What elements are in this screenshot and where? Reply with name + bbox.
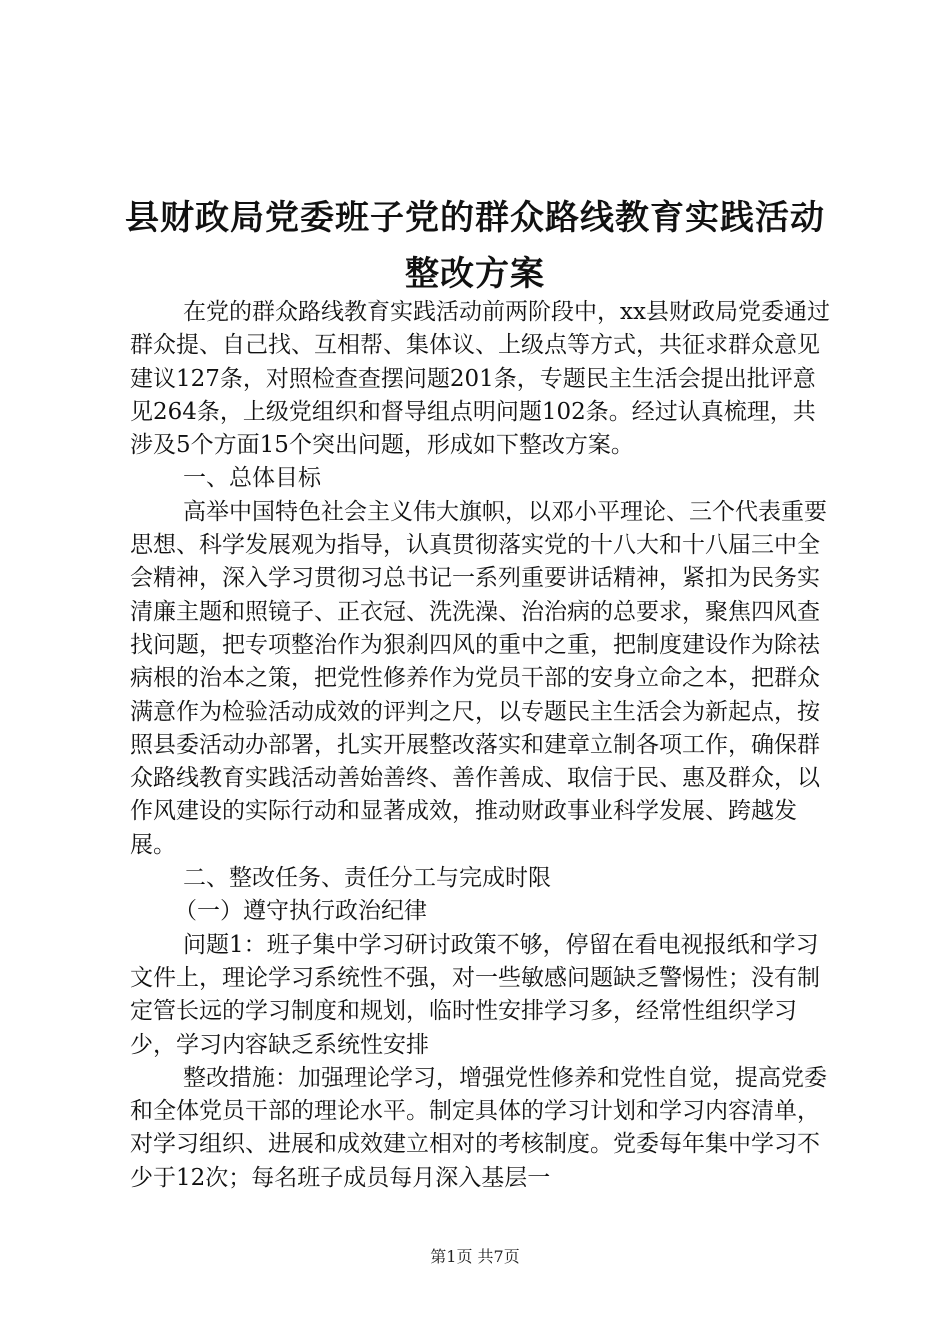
rectification-measures-paragraph: 整改措施：加强理论学习，增强党性修养和党性自觉，提高党委和全体党员干部的理论水平。制定具体的学习计划和学习内容清单，对学习组织、进展和成效建立相对的考核制度。党委每年集中学习不少于12次；每名班子成员每月深入基层一 xyxy=(130,1064,827,1191)
document-title-line-1: 县财政局党委班子党的群众路线教育实践活动 xyxy=(125,198,825,238)
subsection-heading-political-discipline: （一）遵守执行政治纪律 xyxy=(174,898,427,925)
overall-goal-paragraph: 高举中国特色社会主义伟大旗帜，以邓小平理论、三个代表重要思想、科学发展观为指导，认真贯彻落实党的十八大和十八届三中全会精神，深入学习贯彻习总书记一系列重要讲话精神，紧扣为民务实清廉主题和照镜子、正衣冠、洗洗澡、治治病的总要求，聚焦四风查找问题，把专项整治作为狠刹四风的重中之重，把制度建设作为除祛病根的治本之策，把党性修养作为党员干部的安身立命之本，把群众满意作为检验活动成效的评判之尺，以专题民主生活会为新起点，按照县委活动办部署，扎实开展整改落实和建章立制各项工作，确保群众路线教育实践活动善始善终、善作善成、取信于民、惠及群众，以作风建设的实际行动和显著成效，推动财政事业科学发展、跨越发展。 xyxy=(130,498,827,858)
document-body xyxy=(130,296,830,1195)
document-title-line-2: 整改方案 xyxy=(405,254,545,294)
section-heading-overall-goal: 一、总体目标 xyxy=(183,465,321,492)
problem-1-paragraph: 问题1：班子集中学习研讨政策不够，停留在看电视报纸和学习文件上，理论学习系统性不强，对一些敏感问题缺乏警惕性；没有制定管长远的学习制度和规划，临时性安排学习多，经常性组织学习少，学习内容缺乏系统性安排 xyxy=(130,931,820,1058)
intro-paragraph: 在党的群众路线教育实践活动前两阶段中，xx县财政局党委通过群众提、自己找、互相帮、集体议、上级点等方式，共征求群众意见建议127条，对照检查查摆问题201条，专题民主生活会提出批评意见264条，上级党组织和督导组点明问题102条。经过认真梳理，共涉及5个方面15个突出问题，形成如下整改方案。 xyxy=(130,299,830,459)
section-heading-rectification-tasks: 二、整改任务、责任分工与完成时限 xyxy=(183,865,551,892)
page-footer: 第1页 共7页 xyxy=(430,1247,520,1266)
